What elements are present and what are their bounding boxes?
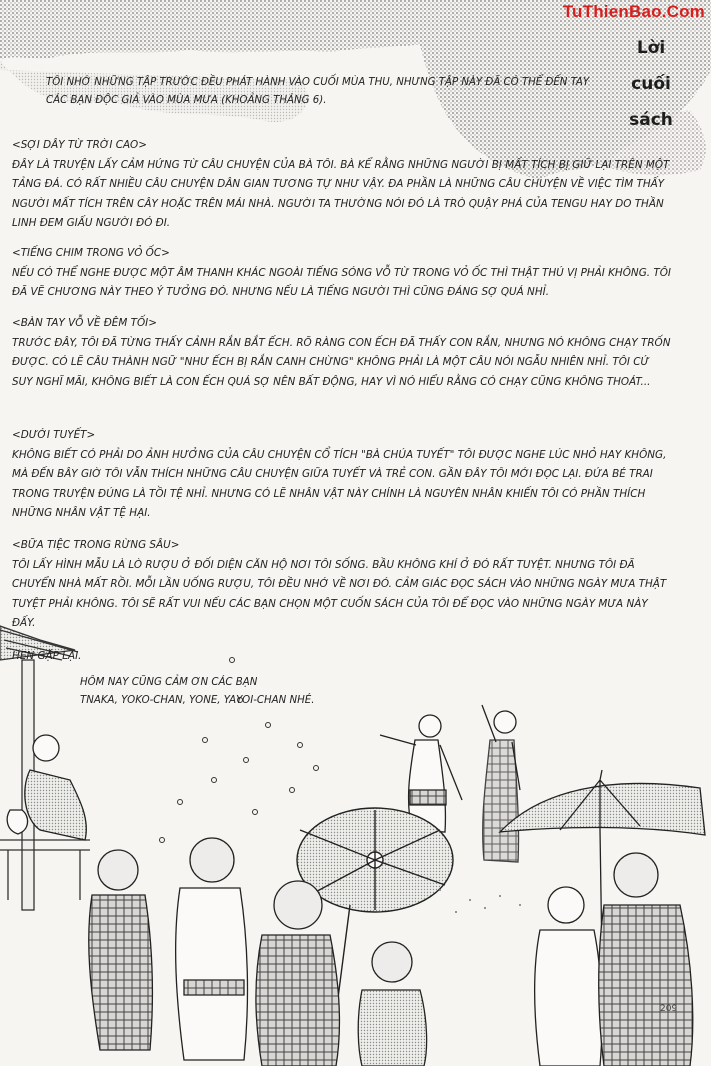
section-body: KHÔNG BIẾT CÓ PHẢI DO ẢNH HƯỞNG CỦA CÂU CHUYỆN CỔ TÍCH "BÀ CHÚA TUYẾT" TÔI ĐƯỢC NGHE LÚC NHỎ HAY KHÔNG, MÀ ĐẾN BÂY GIỜ TÔI VẪN THÍCH NHỮNG CÂU CHUYỆN GIỮA TUYẾT VÀ TRẺ CON. GẦN ĐÂY TÔI MỚI ĐỌC LẠI. ĐỨA BÉ TRAI TRONG TRUYỆN ĐÚNG LÀ TỒI TỆ NHỈ. NHƯNG CÓ LẼ NHÂN VẬT NÀY CHÍNH LÀ NGUYÊN NHÂN KHIẾN TÔI CÓ PHẦN THÍCH NHỮNG NHÂN VẬT TỆ HẠI.: [12, 448, 667, 519]
thanks-line: HÔM NAY CŨNG CẢM ƠN CÁC BẠN: [80, 677, 258, 688]
title-line: sách: [629, 110, 673, 130]
house-roof: [0, 626, 90, 910]
section-ban-tay: [12, 314, 672, 392]
section-duoi-tuyet: [12, 426, 672, 524]
section-body: TÔI LẤY HÌNH MẪU LÀ LÒ RƯỢU Ở ĐỐI DIỆN CĂN HỘ NƠI TÔI SỐNG. BẦU KHÔNG KHÍ Ở ĐÓ RẤT TUYỆT. NHƯNG TÔI ĐÃ CHUYỂN NHÀ MẤT RỒI. MỖI LẦN UỐNG RƯỢU, TÔI ĐỀU NHỚ VỀ NƠI ĐÓ. CẢM GIÁC ĐỌC SÁCH VÀO NHỮNG NGÀY MƯA THẬT TUYỆT PHẢI KHÔNG. TÔI SẼ RẤT VUI NẾU CÁC BẠN CHỌN MỘT CUỐN SÁCH CỦA TÔI ĐỂ ĐỌC VÀO NHỮNG NGÀY MƯA NÀY ĐẤY.: [12, 558, 667, 629]
section-soi-day: [12, 136, 672, 234]
section-body: TRƯỚC ĐÂY, TÔI ĐÃ TỪNG THẤY CẢNH RẮN BẮT ẾCH. RÕ RÀNG CON ẾCH ĐÃ THẤY CON RẮN, NHƯNG NÓ KHÔNG CHẠY TRỐN ĐƯỢC. CÓ LẼ CÂU THÀNH NGỮ "NHƯ ẾCH BỊ RẮN CANH CHỪNG" KHÔNG PHẢI LÀ MỘT CÂU NÓI NGẪU NHIÊN NHỈ. TÔI CỨ SUY NGHĨ MÃI, KHÔNG BIẾT LÀ CON ẾCH QUÁ SỢ NÊN BẤT ĐỘNG, HAY VÌ NÓ HIỂU RẰNG CÓ CHẠY CŨNG KHÔNG THOÁT...: [12, 336, 671, 388]
section-heading: <TIẾNG CHIM TRONG VỎ ỐC>: [12, 247, 170, 259]
section-heading: <SỢI DÂY TỪ TRỜI CAO>: [12, 139, 147, 151]
section-body: ĐÂY LÀ TRUYỆN LẤY CẢM HỨNG TỪ CÂU CHUYỆN CỦA BÀ TÔI. BÀ KỂ RẰNG NHỮNG NGƯỜI BỊ MẤT TÍCH BỊ GIỮ LẠI TRÊN MỘT TẢNG ĐÁ. CÓ RẤT NHIỀU CÂU CHUYỆN DÂN GIAN TƯƠNG TỰ NHƯ VẬY. ĐA PHẦN LÀ NHỮNG CÂU CHUYỆN VỀ VIỆC TÌM THẤY NGƯỜI MẤT TÍCH TRÊN CÂY HOẶC TRÊN MÁI NHÀ. NGƯỜI TA THƯỜNG NÓI ĐÓ LÀ TRÒ QUẬY PHÁ CỦA TENGU HAY DO THẦN LINH ĐEM GIẤU NGƯỜI ĐÓ ĐI.: [12, 158, 670, 229]
section-heading: <BÀN TAY VỖ VỀ ĐÊM TỐI>: [12, 317, 157, 329]
afterword-title: [625, 30, 677, 138]
section-body: NẾU CÓ THỂ NGHE ĐƯỢC MỘT ÂM THANH KHÁC NGOÀI TIẾNG SÓNG VỖ TỪ TRONG VỎ ỐC THÌ THẬT THÚ VỊ PHẢI KHÔNG. TÔI ĐÃ VẼ CHƯƠNG NÀY THEO Ý TƯỞNG ĐÓ. NHƯNG NẾU LÀ TIẾNG NGƯỜI THÌ CŨNG ĐÁNG SỢ QUÁ NHỈ.: [12, 266, 671, 298]
title-line: Lời: [636, 38, 666, 58]
thanks-line: TNAKA, YOKO-CHAN, YONE, YAYOI-CHAN NHÉ.: [80, 695, 315, 706]
site-watermark: TuThienBao.Com: [562, 2, 705, 21]
thanks-note: [80, 674, 314, 710]
section-tieng-chim: [12, 244, 672, 303]
page-number: 209: [660, 1004, 678, 1014]
title-line: cuối: [631, 74, 671, 94]
intro-paragraph: TÔI NHỚ NHỮNG TẬP TRƯỚC ĐỀU PHÁT HÀNH VÀO CUỐI MÙA THU, NHƯNG TẬP NÀY ĐÃ CÓ THỂ ĐẾN TAY CÁC BẠN ĐỘC GIẢ VÀO MÙA MƯA (KHOẢNG THÁNG 6).: [46, 77, 590, 106]
ground-texture: [439, 889, 521, 913]
section-heading: <DƯỚI TUYẾT>: [12, 429, 96, 441]
closing-line: HẸN GẶP LẠI.: [12, 650, 82, 662]
section-heading: <BỮA TIỆC TRONG RỪNG SÂU>: [12, 539, 180, 551]
seated-man-figure: [7, 735, 86, 840]
section-bua-tiec: [12, 536, 672, 634]
